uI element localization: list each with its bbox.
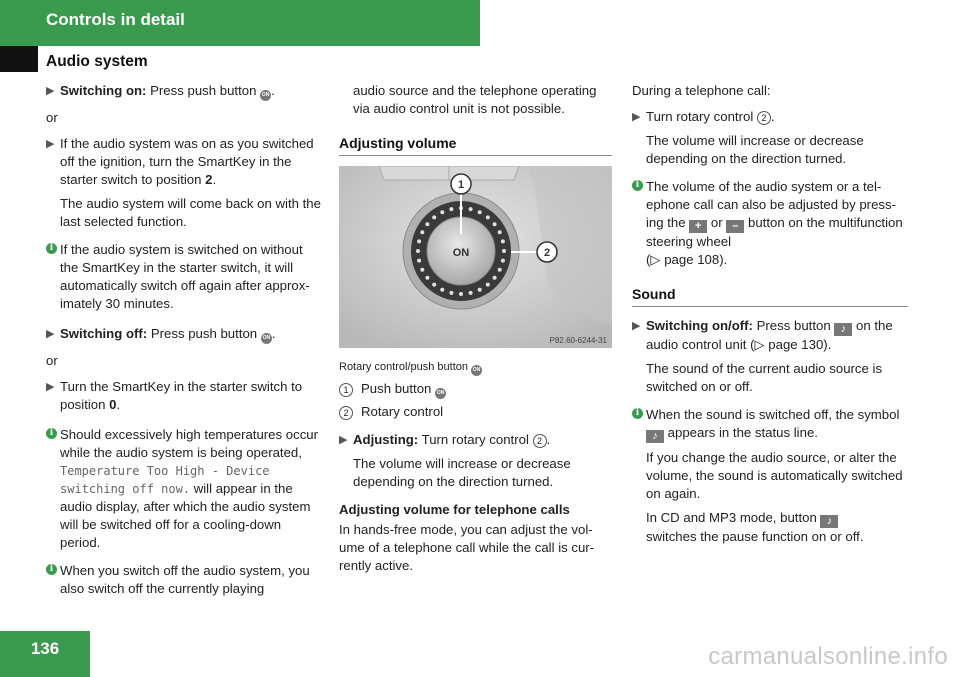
step-adjusting: ▶ Adjusting: Turn rotary control 2 . bbox=[339, 432, 551, 447]
knob-dot bbox=[486, 283, 490, 287]
step-smartkey: ▶ If the audio system was on as you switched off the ignition, turn the SmartKey in the starter switch to position 2. bbox=[46, 136, 314, 187]
knob-dot bbox=[440, 288, 444, 292]
step-text: Press button bbox=[752, 318, 835, 333]
knob-dot bbox=[469, 207, 473, 211]
telephone-text: In hands-free mode, you can adjust the volume of a telephone call while the call is currently active. bbox=[339, 522, 595, 573]
fig-on-label: ON bbox=[452, 247, 470, 259]
intro-text: During a telephone call: bbox=[632, 83, 771, 98]
info-text: In CD and MP3 mode, button bbox=[646, 510, 821, 525]
page-number: 136 bbox=[30, 639, 60, 658]
knob-dot bbox=[502, 249, 506, 253]
legend-item-1 bbox=[339, 380, 612, 399]
mute-icon: ♪ bbox=[834, 323, 852, 336]
step-label: Switching on: bbox=[60, 83, 147, 98]
knob-dot bbox=[498, 230, 502, 234]
knob-dot bbox=[449, 291, 453, 295]
step-text: Press push button bbox=[146, 83, 261, 98]
info-text: will appear in the audio display, after which the audio system will be switched off for a cooling-down period. bbox=[60, 481, 311, 550]
header-tab bbox=[0, 46, 38, 72]
watermark: carmanualsonline.info bbox=[708, 643, 948, 670]
callout-number: 2 bbox=[757, 111, 771, 125]
step-sound-onoff bbox=[632, 317, 908, 354]
callout-number: 2 bbox=[339, 406, 353, 420]
step-text: Turn rotary control bbox=[646, 109, 757, 124]
or-text: or bbox=[46, 353, 58, 368]
mute-icon: ♪ bbox=[646, 430, 664, 443]
info-icon: i bbox=[46, 428, 57, 439]
callout-number: 1 bbox=[339, 383, 353, 397]
plus-key-icon: + bbox=[689, 220, 707, 233]
info-icon: i bbox=[632, 180, 643, 191]
column-1 bbox=[46, 82, 322, 606]
minus-key-icon: – bbox=[726, 220, 744, 233]
info-note bbox=[46, 241, 322, 313]
page-reference: (▷ page 108). bbox=[646, 252, 728, 267]
step-turn-rotary: ▶ Turn rotary control 2 . bbox=[632, 109, 775, 124]
figure-reference: P82.60-6244-31 bbox=[549, 336, 607, 345]
info-text: switches the pause function on or off. bbox=[646, 529, 864, 544]
knob-dot bbox=[432, 215, 436, 219]
knob-dot bbox=[501, 259, 505, 263]
legend-text: Push button bbox=[361, 381, 436, 396]
display-message: Temperature Too High - Device switching off now. bbox=[60, 464, 270, 496]
knob-dot bbox=[417, 239, 421, 243]
arrow-right-icon: ▶ bbox=[46, 85, 55, 97]
legend-item-2 bbox=[339, 403, 612, 421]
caption-text: Rotary control/push button bbox=[339, 361, 472, 373]
knob-dot bbox=[449, 207, 453, 211]
step-switch-on: ▶ Switching on: Press push button ON . bbox=[46, 82, 322, 101]
subsection-title: Audio system bbox=[46, 53, 148, 70]
column-2 bbox=[339, 82, 612, 583]
knob-dot bbox=[478, 210, 482, 214]
knob-dot bbox=[432, 283, 436, 287]
section-title: Controls in detail bbox=[46, 10, 185, 29]
arrow-right-icon: ▶ bbox=[339, 434, 348, 446]
knob-dot bbox=[459, 292, 463, 296]
arrow-right-icon: ▶ bbox=[46, 381, 55, 393]
knob-dot bbox=[440, 210, 444, 214]
rotary-control-illustration bbox=[339, 166, 612, 348]
arrow-right-icon: ▶ bbox=[632, 111, 641, 123]
step-label: Adjusting: bbox=[353, 432, 419, 447]
arrow-right-icon: ▶ bbox=[46, 138, 55, 150]
info-icon: i bbox=[632, 408, 643, 419]
info-text: If you change the audio source, or alter the volume, the sound is automatically switched on again. bbox=[646, 450, 903, 501]
info-note bbox=[632, 406, 908, 546]
step-continuation: The volume will increase or decrease depending on the direction turned. bbox=[353, 456, 571, 489]
info-note bbox=[632, 178, 908, 269]
info-text: When you switch off the audio system, you also switch off the currently playing bbox=[60, 563, 310, 596]
knob-dot bbox=[425, 276, 429, 280]
info-text: Should excessively high temperatures occur while the audio system is being operated, bbox=[60, 427, 319, 460]
info-text: appears in the status line. bbox=[664, 425, 818, 440]
figure-caption bbox=[339, 358, 612, 376]
or-text: or bbox=[46, 110, 58, 125]
knob-dot bbox=[420, 230, 424, 234]
step-text: If the audio system was on as you switched off the ignition, turn the SmartKey in the starter switch to position bbox=[60, 136, 314, 187]
step-continuation: The audio system will come back on with the last selected function. bbox=[60, 196, 321, 229]
info-icon: i bbox=[46, 243, 57, 254]
mute-icon: ♪ bbox=[820, 515, 838, 528]
arrow-right-icon: ▶ bbox=[46, 328, 55, 340]
position-value: 0 bbox=[109, 397, 117, 412]
knob-dot bbox=[417, 259, 421, 263]
step-continuation: The volume will increase or decrease depending on the direction turned. bbox=[646, 133, 864, 166]
step-switch-off: ▶ Switching off: Press push button ON . bbox=[46, 325, 322, 344]
info-note bbox=[46, 426, 322, 552]
callout-2-label: 2 bbox=[543, 247, 551, 259]
knob-dot bbox=[416, 249, 420, 253]
step-text: Press push button bbox=[147, 326, 261, 341]
rotary-control-figure bbox=[339, 166, 612, 348]
on-button-icon: ON bbox=[260, 90, 271, 101]
column-3 bbox=[632, 82, 908, 554]
knob-dot bbox=[478, 288, 482, 292]
knob-dot bbox=[498, 268, 502, 272]
info-text: The volume of the audio system or a telephone call can also be adjusted by pressing the bbox=[646, 179, 897, 230]
legend-text: Rotary control bbox=[361, 404, 444, 419]
arrow-right-icon: ▶ bbox=[632, 320, 641, 332]
info-note bbox=[46, 562, 322, 598]
on-button-icon: ON bbox=[471, 365, 482, 376]
info-text: When the sound is switched off, the symbol bbox=[646, 407, 900, 422]
knob-dot bbox=[493, 276, 497, 280]
step-smartkey-off: ▶ Turn the SmartKey in the starter switch to position 0. bbox=[46, 379, 303, 412]
on-button-icon: ON bbox=[435, 388, 446, 399]
knob-dot bbox=[420, 268, 424, 272]
info-text: button on the multifunction steering wheel bbox=[646, 215, 903, 249]
knob-dot bbox=[486, 215, 490, 219]
callout-number: 2 bbox=[533, 434, 547, 448]
heading-sound: Sound bbox=[632, 285, 908, 307]
step-text: Turn rotary control bbox=[418, 432, 533, 447]
info-text: or bbox=[707, 215, 727, 230]
knob-dot bbox=[425, 222, 429, 226]
subheading-telephone: Adjusting volume for telephone calls bbox=[339, 502, 570, 517]
step-label: Switching on/off: bbox=[646, 318, 753, 333]
heading-adjusting-volume: Adjusting volume bbox=[339, 134, 612, 156]
knob-dot bbox=[493, 222, 497, 226]
step-label: Switching off: bbox=[60, 326, 148, 341]
step-continuation: The sound of the current audio source is switched on or off. bbox=[646, 361, 883, 394]
knob-dot bbox=[501, 239, 505, 243]
info-icon: i bbox=[46, 564, 57, 575]
position-value: 2 bbox=[205, 172, 213, 187]
knob-dot bbox=[469, 291, 473, 295]
step-text: Turn the SmartKey in the starter switch to position bbox=[60, 379, 303, 412]
continued-text: audio source and the telephone operating via audio control unit is not possible. bbox=[353, 83, 597, 116]
step-text: on the audio control unit (▷ page 130). bbox=[646, 318, 893, 352]
on-button-icon: ON bbox=[261, 333, 272, 344]
info-text: If the audio system is switched on without the SmartKey in the starter switch, it will automatically switch off again after approximately 30 minutes. bbox=[60, 242, 310, 311]
info-text-pause bbox=[646, 509, 908, 546]
callout-1-label: 1 bbox=[457, 179, 465, 191]
